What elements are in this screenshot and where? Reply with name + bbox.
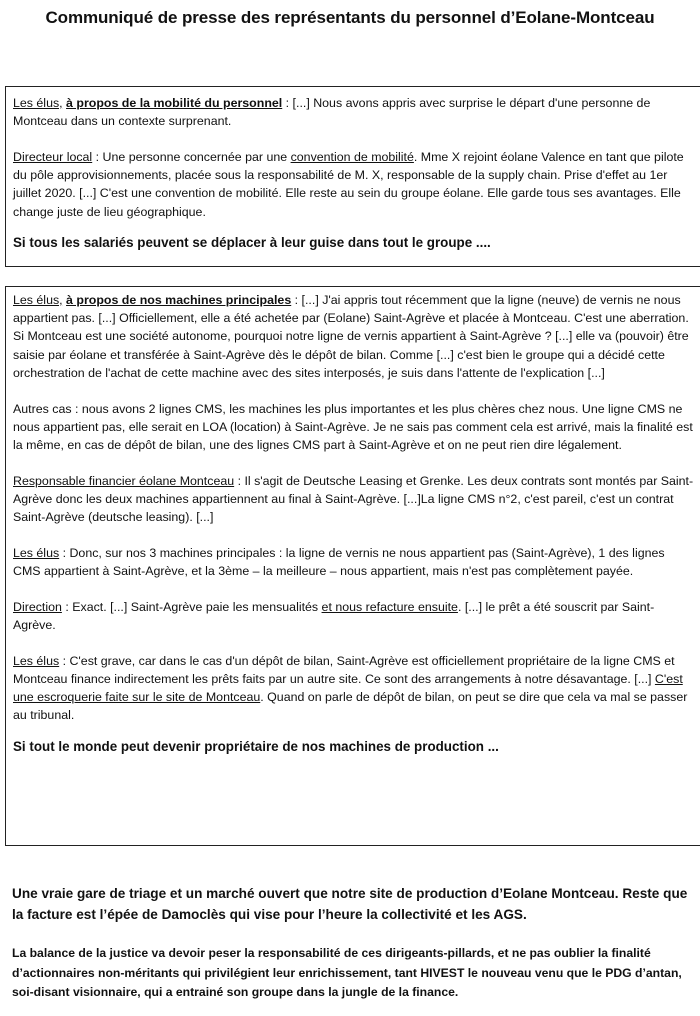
speaker-elus: Les élus: [13, 545, 60, 560]
footer-statement: Une vraie gare de triage et un marché ouvert que notre site de production d’Eolane Montceau. Reste que la facture est l’épée de Damoclès qui vise pour l’heure la collectivité et les AGS.: [12, 886, 688, 922]
mobility-section: [5, 86, 700, 267]
speaker-responsable-financier: Responsable financier éolane Montceau: [13, 473, 235, 488]
speaker-elus: Les élus,: [13, 293, 63, 307]
speaker-directeur-local: Directeur local: [13, 149, 93, 164]
underlined-phrase: et nous refacture ensuite: [321, 599, 458, 614]
mobility-paragraph-directeur: [13, 148, 694, 221]
topic-mobility: à propos de la mobilité du personnel: [66, 96, 283, 110]
machines-paragraph-direction: [13, 598, 694, 634]
speaker-direction: Direction: [13, 599, 62, 614]
machines-paragraph-financier: [13, 472, 694, 527]
paragraph-text: . Mme X rejoint éolane Valence en tant que pilote du pôle approvisionnements, placée sous la responsabilité de M. X, responsable de la supply chain. Prise d'effet au 1er juillet 2020. [...] C'est une convention de mobilité. Elle reste au sein du groupe éolane. Elle garde tous ses avantages. Elle change juste de lieu géographique.: [13, 149, 684, 219]
paragraph-text: : C'est grave, car dans le cas d'un dépôt de bilan, Saint-Agrève est officiellement propriétaire de la ligne CMS et Montceau finance indirectement les prêts faits par un autre site. Ce sont des arrangements à notre désavantage. [...]: [13, 653, 675, 686]
mobility-conclusion: Si tous les salariés peuvent se déplacer à leur guise dans tout le groupe ....: [13, 234, 491, 250]
machines-paragraph-elus: [13, 291, 694, 382]
topic-machines: à propos de nos machines principales: [66, 293, 292, 307]
underlined-phrase: C'est une escroquerie faite sur le site de Montceau: [13, 671, 683, 704]
paragraph-text: : Exact. [...] Saint-Agrève paie les mensualités: [61, 599, 322, 614]
machines-paragraph-elus-3: [13, 652, 694, 725]
paragraph-text: : Il s'agit de Deutsche Leasing et Grenke. Les deux contrats sont montés par Saint-Agrève donc les deux machines appartiennent au final à Saint-Agrève. [...]La ligne CMS n°2, c'est pareil, c'est un contrat Saint-Agrève (deutsche leasing). [...]: [13, 473, 694, 525]
machines-paragraph-autres-cas: Autres cas : nous avons 2 lignes CMS, les machines les plus importantes et les plus chères chez nous. Une ligne CMS ne nous appartient pas, elle serait en LOA (location) à Saint-Agrève. Je ne sais pas comment cela est arrivé, mais la finalité est la même, en cas de dépôt de bilan, une des lignes CMS part à Saint-Agrève et on ne peut rien dire légalement.: [13, 401, 693, 452]
speaker-elus: Les élus: [13, 653, 60, 668]
paragraph-text: : [...] Nous avons appris avec surprise le départ d'une personne de Montceau dans un contexte surprenant.: [13, 96, 651, 129]
machines-conclusion: Si tout le monde peut devenir propriétaire de nos machines de production ...: [13, 739, 499, 755]
page-title: Communiqué de presse des représentants du personnel d’Eolane-Montceau: [45, 8, 655, 27]
machines-section: [5, 286, 700, 846]
mobility-paragraph-elus: [13, 94, 694, 130]
paragraph-text: : Donc, sur nos 3 machines principales : la ligne de vernis ne nous appartient pas (Saint-Agrève), 1 des lignes CMS appartient à Saint-Agrève, et la 3ème – la meilleure – nous appartient, mais n'est pas complètement payée.: [13, 545, 665, 578]
paragraph-text: . [...] le prêt a été souscrit par Saint-Agrève.: [13, 599, 655, 632]
paragraph-text: . Quand on parle de dépôt de bilan, on peut se dire que cela va mal se passer au tribunal.: [13, 689, 688, 723]
paragraph-text: : [...] J'ai appris tout récemment que la ligne (neuve) de vernis ne nous appartient pas. [...] Officiellement, elle a été achetée par (Eolane) Saint-Agrève et placée à Montceau. C'est une aberration. Si Montceau est une société autonome, pourquoi notre ligne de vernis appartient à Saint-Agrève ? [...] elle va (pouvoir) être saisie par éolane et transférée à Saint-Agrève dès le dépôt de bilan. Comme [...] c'est bien le groupe qui a décidé cette orchestration de l'achat de cette machine avec des sites interposés, je suis dans l'attente de l'explication [...]: [13, 293, 689, 380]
footer-closing-statement: La balance de la justice va devoir peser la responsabilité de ces dirigeants-pillards, et ne pas oublier la finalité d’actionnaires non-méritants qui privilégient leur enrichissement, tant HIVEST le nouveau venu que le PDG d’antan, soi-disant visionnaire, qui a entrainé son groupe dans la jungle de la finance.: [12, 946, 682, 1000]
paragraph-text: : Une personne concernée par une: [92, 149, 291, 164]
machines-paragraph-elus-2: [13, 544, 694, 580]
underlined-phrase: convention de mobilité: [290, 149, 414, 164]
speaker-elus: Les élus,: [13, 96, 63, 110]
